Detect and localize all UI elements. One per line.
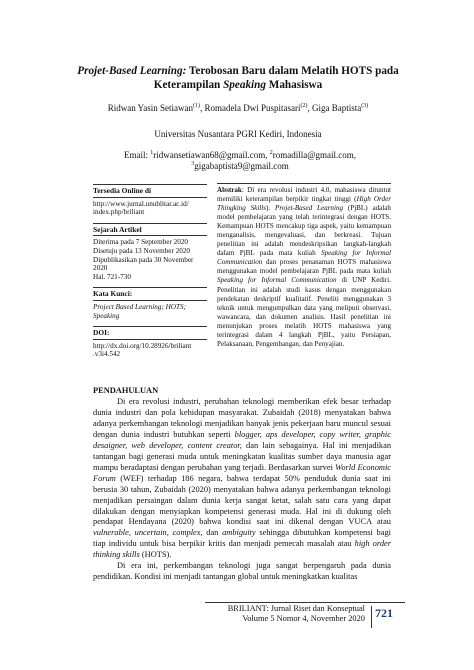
footer-rule — [205, 602, 405, 603]
email-sup-1: 1 — [150, 150, 154, 156]
p1-text-e: sehingga dibutuhkan kompetensi bagi tiap individu untuk bisa berpikir kritis dan menjadi pemecah masalah atau — [93, 528, 391, 549]
keywords-block — [93, 287, 207, 320]
title-line1: Terobosan Baru dalam Melatih HOTS pada — [186, 65, 399, 77]
page-range: Hal. 721-730 — [93, 272, 131, 281]
abstract-text-4: dan proses penanaman HOTS mahasiswa menggunakan model pembelajaran PjBL pada mata kuliah — [217, 258, 391, 276]
p1-italic-2: World Economic Forum — [93, 462, 392, 483]
revised-date: Disetuju pada 13 November 2020 — [93, 246, 191, 255]
article-info-sidebar — [93, 184, 207, 365]
title-line2-a: Keterampilan — [153, 79, 224, 91]
paragraph-1 — [93, 397, 391, 561]
abstract — [217, 183, 391, 349]
email-block — [90, 150, 390, 172]
affiliation: Universitas Nusantara PGRI Kediri, Indonesia — [154, 129, 322, 139]
email-sup-2: 2 — [269, 150, 273, 156]
abstract-text-5: di UNP Kediri. Penelitian ini adalah studi kasus dengan menggunakan pendekatan deskriptif kualitatif. Peneliti menggunakan 3 teknik untuk mengumpulkan data yang meliputi observasi, wawancara, dan dokumen analisis. Hasil penelitian ini menunjukan proses melatih HOTS mahasiswa yang terintegrasi dalam 4 langkah PjBL, yaitu Persiapan, Pelaksanaan, Pengembangan, dan Penyajian. — [217, 276, 391, 348]
email-1[interactable]: ridwansetiawan68@gmail.com, — [153, 150, 270, 160]
email-sup-3: 3 — [191, 161, 195, 167]
doi-heading: DOI: — [93, 329, 207, 340]
p1-italic-4: ambiguity — [222, 528, 256, 538]
p1-italic-3: vulnerable, uncertain, complex — [93, 528, 201, 538]
abstract-text-3: (PjBL) adalah model pembelajaran yang telah terintegrasi dengan HOTS. Kemampuan HOTS mencakup tiga aspek, yaitu kemampuan menganalisis, mengevaluasi, dan berkreasi. Tujuan penelitian ini adalah mendeskripsikan langkah-langkah dalam PjBL pada mata kuliah — [217, 204, 391, 258]
history-heading: Sejarah Artikel — [93, 226, 207, 237]
abstract-italic-3: Speaking for Informal Communication — [217, 249, 392, 267]
doi-link[interactable]: http://dx.doi.org/10.28926/briliant .v3i4.542 — [93, 341, 192, 359]
author-3: , Giga Baptista — [307, 103, 362, 113]
abstract-italic-2: Projet-Based Learning — [275, 204, 344, 213]
title-line2-b: Mahasiswa — [265, 79, 323, 91]
section-heading: PENDAHULUAN — [93, 386, 159, 395]
author-2: , Romadela Dwi Puspitasari — [200, 103, 301, 113]
p1-text-f: (HOTS). — [139, 550, 172, 560]
body-text — [93, 397, 391, 583]
author-2-sup: (2) — [300, 103, 308, 109]
email-3[interactable]: gigabaptista9@gmail.com — [194, 161, 289, 171]
p1-text-a: Di era revolusi industri, perubahan teknologi memberikan efek besar terhadap dunia industri dan pola kehidupan masyarakat. Zubaidah (2018) menyatakan bahwa adanya perkembangan teknologi menjadikan banyak jenis pekerjaan baru muncul sesuai dengan dunia industri butuhkan seperti — [93, 397, 391, 439]
p1-text-c: (WEF) terhadap 186 negara, bahwa terdapat 50% penduduk dunia saat ini berusia 30 tahun, Zubaidah (2020) menyatakan bahwa adanya perkembangan teknologi menjadikan persaingan dalam dunia kerja sangat ketat, salah satu cara yang dapat dilakukan dengan menyiapkan kompetensi generasi muda. Hal ini di dukung oleh pendapat Hendayana (2020) bahwa kondisi saat ini dikenal dengan VUCA atau — [93, 473, 391, 527]
title-line2-italic: Speaking — [223, 79, 266, 91]
author-1: Ridwan Yasin Setiawan — [107, 103, 193, 113]
p1-text-d: , dan — [200, 528, 223, 538]
history-block — [93, 223, 207, 282]
online-block — [93, 184, 207, 217]
email-2[interactable]: romadilla@gmail.com, — [272, 150, 357, 160]
p1-italic-1: blogger, aps developer, copy writer, graphic desaigner, web developer, content creator, — [93, 429, 391, 450]
online-url[interactable]: http://www.jurnal.unublitar.ac.id/ index.php/briliant — [93, 199, 189, 217]
author-list — [60, 102, 416, 114]
email-label: Email: — [123, 150, 151, 160]
journal-footer — [205, 604, 365, 624]
doi-block — [93, 326, 207, 359]
paragraph-2: Di era ini, perkembangan teknologi juga sangat berpengaruh pada dunia pendidikan. Kondisi ini menjadi tantangan global untuk meningkatkan kualitas — [93, 561, 391, 582]
journal-issue: Volume 5 Nomor 4, November 2020 — [242, 614, 365, 623]
title-italic-part: Projet-Based Learning: — [77, 65, 187, 77]
page-number: 721 — [371, 606, 411, 628]
article-title — [70, 64, 406, 92]
abstract-label: Abstrak — [217, 186, 242, 194]
keywords-heading: Kata Kunci: — [93, 290, 207, 301]
abstract-text-1: : Di era revolusi industri 4.0, mahasiswa dituntut memiliki keterampilan berpikir tingkat tinggi ( — [217, 186, 391, 204]
journal-name: BRILIANT: Jurnal Riset dan Konseptual — [227, 604, 365, 613]
published-date: Dipublikasikan pada 30 November 2020 — [93, 255, 194, 273]
author-3-sup: (3) — [361, 103, 369, 109]
received-date: Diterima pada 7 September 2020 — [93, 238, 189, 247]
keywords-text: Project Based Learning; HOTS; Speaking — [93, 302, 186, 320]
online-heading: Tersedia Online di — [93, 187, 207, 198]
author-1-sup: (1) — [193, 103, 200, 109]
abstract-italic-1: High Order Thingking Skills — [217, 195, 391, 213]
p1-text-b: dan lain sebagainya. Hal ini menjadikan tantangan bagi generasi muda untuk meningkatan kualitas sumber daya manusia agar mampu beradaptasi dengan perubahan yang terjadi. Berdasarkan survei — [93, 440, 392, 472]
abstract-italic-4: Speaking for Informal Communication — [217, 276, 337, 285]
p1-italic-5: high order thinking skills — [93, 539, 391, 560]
abstract-text-2: ). — [266, 204, 275, 213]
